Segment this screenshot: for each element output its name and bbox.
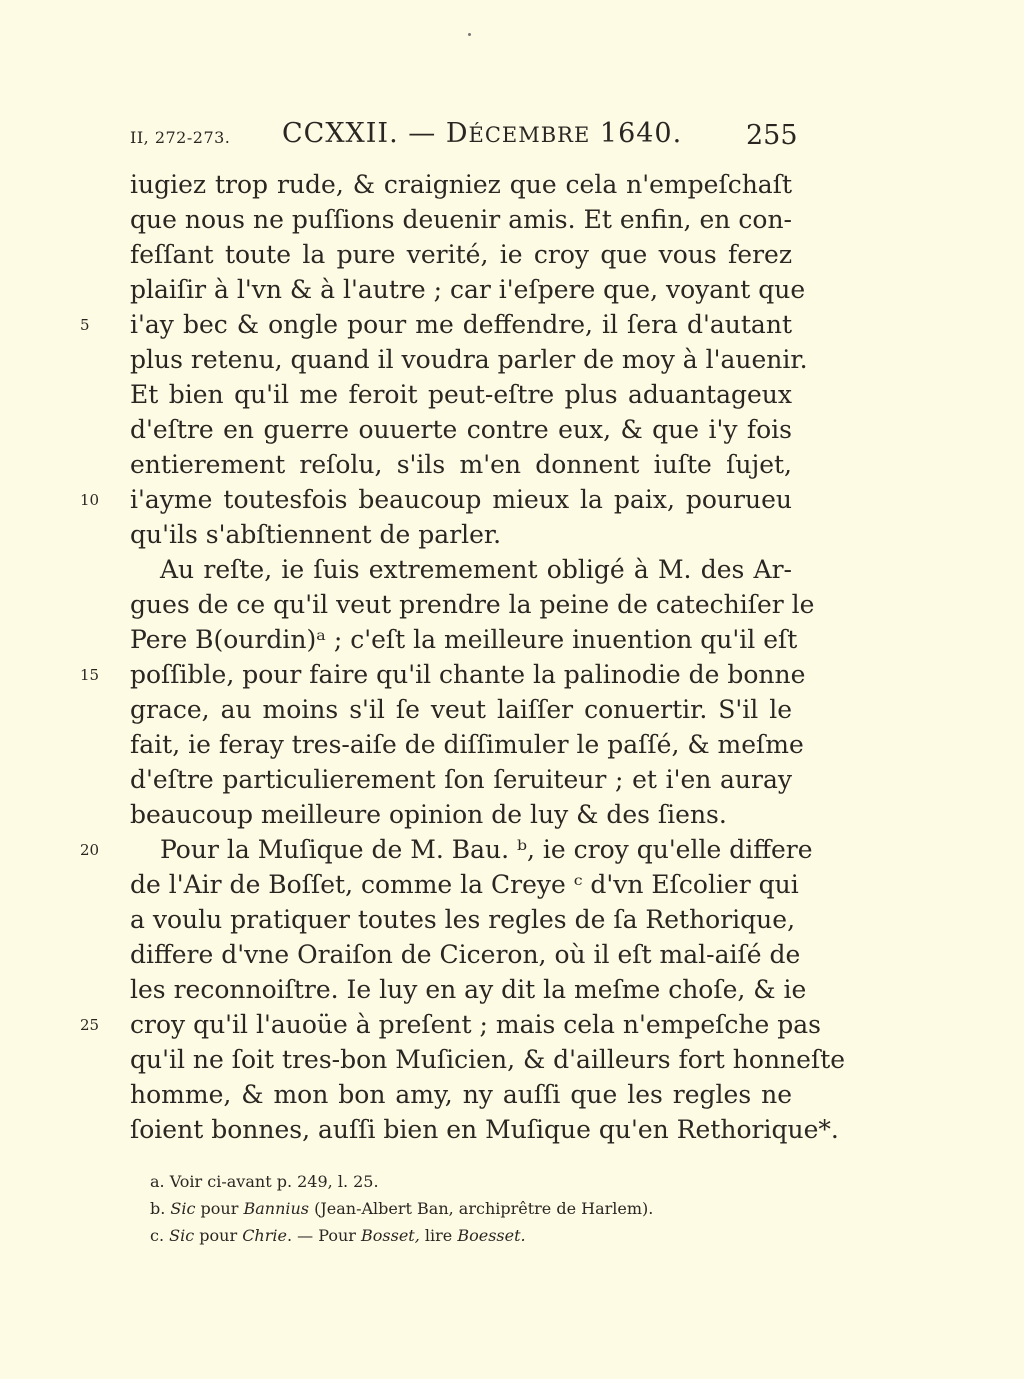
text-line: Pour la Muſique de M. Bau. ᵇ, ie croy qu'elle differe [160,835,813,864]
text-line: gues de ce qu'il veut prendre la peine de catechiſer le [130,590,815,619]
text-line: poſſible, pour faire qu'il chante la palinodie de bonne [130,660,806,689]
running-header [0,118,1024,158]
text-line: fait, ie feray tres-aiſe de diſſimuler le paſſé, & meſme [130,730,804,759]
footnote-c-text-2: . — Pour [286,1226,362,1245]
footnote-b [150,1195,653,1222]
text-line: Pere B(ourdin)ᵃ ; c'eſt la meilleure inuention qu'il eſt [130,625,798,654]
footnote-b-gloss: (Jean-Albert Ban, archiprêtre de Harlem). [309,1199,654,1218]
line-number: 10 [80,491,100,509]
text-line: que nous ne puſſions deuenir amis. Et enfin, en con- [130,205,792,234]
footnote-c-chrie: Chrie [242,1226,287,1245]
page-number: 255 [746,120,798,151]
text-line: iugiez trop rude, & craigniez que cela n'empeſchaſt [130,170,792,199]
footnote-b-name: Bannius [243,1199,310,1218]
footnote-c-text: pour [194,1226,243,1245]
text-line: ſoient bonnes, auſſi bien en Muſique qu'en Rethorique*. [130,1115,839,1144]
text-line: homme, & mon bon amy, ny auſſi que les regles ne [130,1080,792,1109]
text-line: beaucoup meilleure opinion de luy & des ſiens. [130,800,727,829]
footnote-a: a. Voir ci-avant p. 249, l. 25. [150,1172,379,1191]
header-title-part-2: 1640. [590,118,683,149]
text-line: grace, au moins s'il ſe veut laiſſer conuertir. S'il le [130,695,792,724]
header-letter-title [282,118,682,149]
footnote-b-label: b. [150,1199,171,1218]
line-number: 25 [80,1016,100,1034]
footnote-c-text-3: lire [419,1226,458,1245]
text-line: i'ay bec & ongle pour me deffendre, il ſera d'autant [130,310,792,339]
text-line: les reconnoiſtre. Ie luy en ay dit la meſme choſe, & ie [130,975,807,1004]
text-line: d'eſtre particulierement ſon ſeruiteur ; et i'en auray [130,765,792,794]
text-line: a voulu pratiquer toutes les regles de ſa Rethorique, [130,905,796,934]
footnote-b-sic: Sic [170,1199,196,1218]
text-line: Et bien qu'il me feroit peut-eſtre plus aduantageux [130,380,792,409]
page-speck [468,33,471,36]
header-title-smallcaps: ÉCEMBRE [468,123,591,147]
text-line: Au reſte, ie ſuis extremement obligé à M. des Ar- [160,555,792,584]
text-line: entierement reſolu, s'ils m'en donnent iuſte ſujet, [130,450,792,479]
footnote-c [150,1222,653,1249]
footnote-c-sic: Sic [169,1226,195,1245]
text-line: d'eſtre en guerre ouuerte contre eux, & que i'y fois [130,415,792,444]
line-number: 20 [80,841,100,859]
text-line: qu'ils s'abſtiennent de parler. [130,520,502,549]
text-line: plus retenu, quand il voudra parler de moy à l'auenir. [130,345,808,374]
line-number: 15 [80,666,100,684]
text-line: croy qu'il l'auoüe à preſent ; mais cela n'empeſche pas [130,1010,822,1039]
text-line: qu'il ne ſoit tres-bon Muſicien, & d'ailleurs fort honneſte [130,1045,846,1074]
footnote-b-text: pour [195,1199,244,1218]
header-volume-pages: II, 272-273. [130,128,231,147]
footnotes [150,1168,653,1249]
text-line: differe d'vne Oraiſon de Ciceron, où il eſt mal-aiſé de [130,940,801,969]
text-line: i'ayme toutesfois beaucoup mieux la paix, pourueu [130,485,792,514]
text-line: plaiſir à l'vn & à l'autre ; car i'eſpere que, voyant que [130,275,806,304]
footnote-c-boesset: Boesset. [457,1226,526,1245]
footnote-c-bosset: Bosset, [361,1226,420,1245]
line-number: 5 [80,316,90,334]
text-line: feſſant toute la pure verité, ie croy que vous ferez [130,240,792,269]
text-line: de l'Air de Boſſet, comme la Creye ᶜ d'vn Eſcolier qui [130,870,799,899]
footnote-c-label: c. [150,1226,170,1245]
header-title-part-1: CCXXII. — D [282,118,469,149]
